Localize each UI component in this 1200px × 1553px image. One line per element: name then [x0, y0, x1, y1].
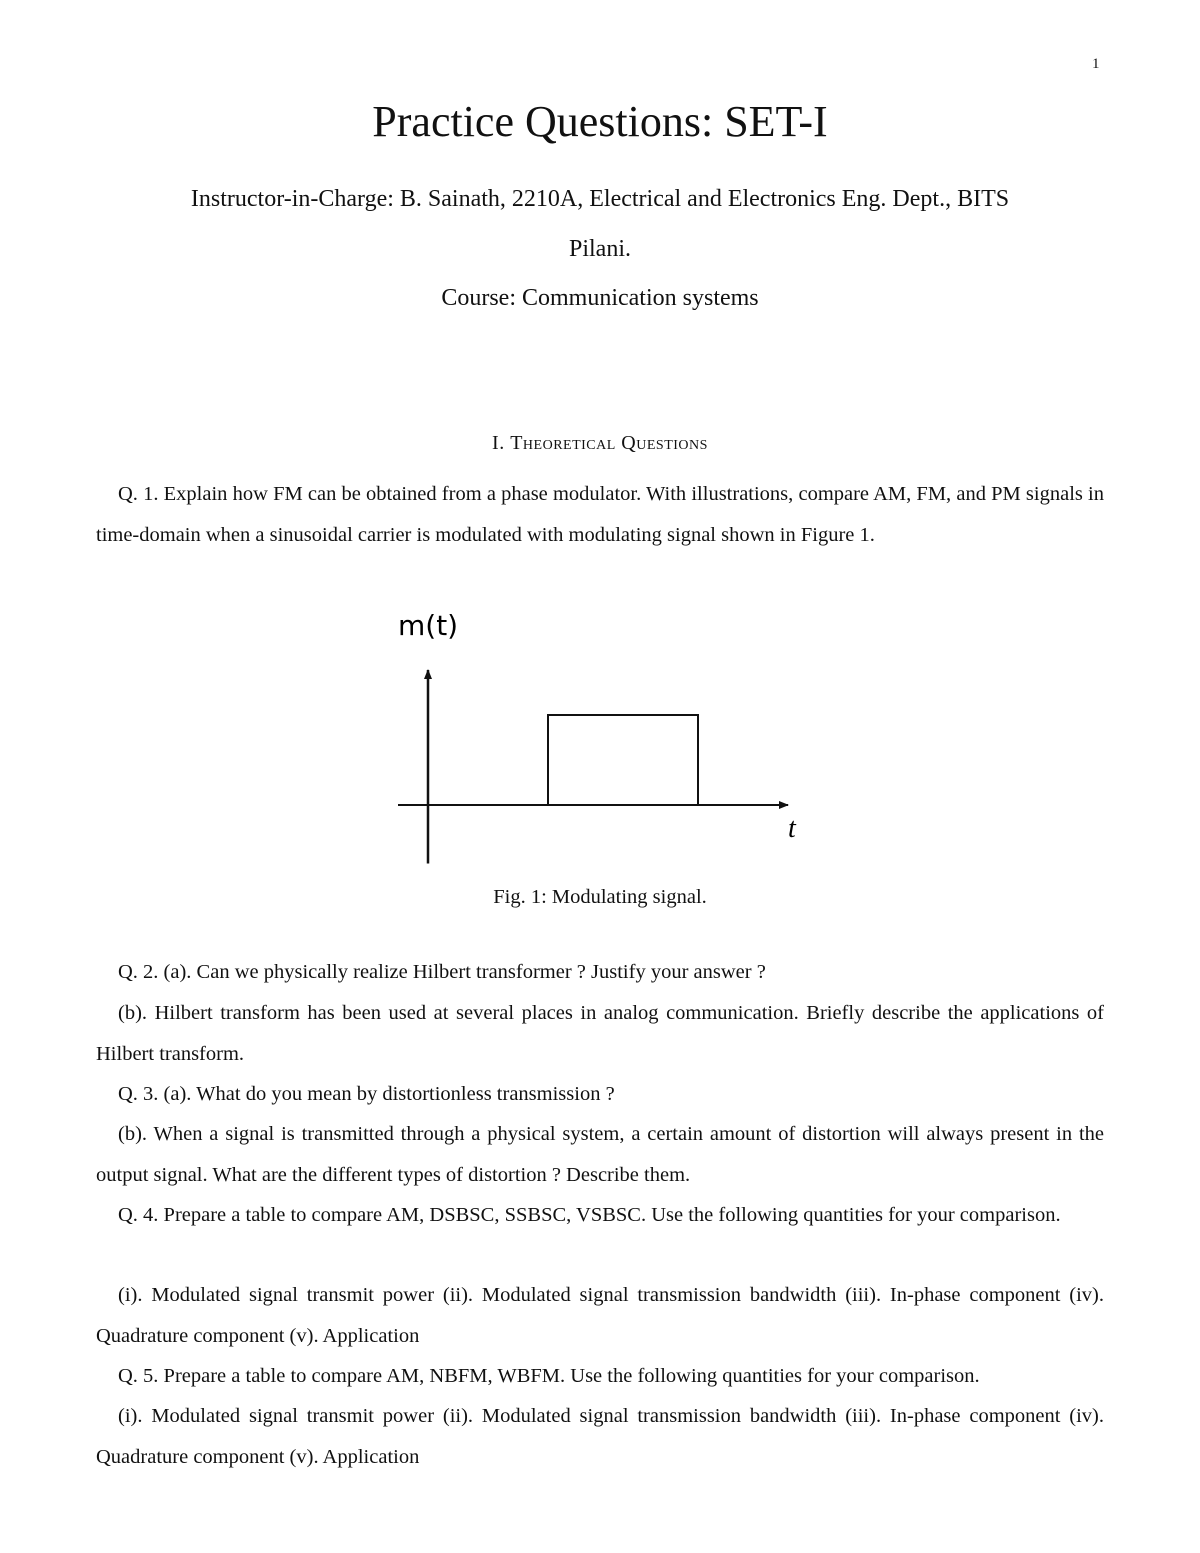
- y-axis-label: m(t): [398, 609, 459, 642]
- section-title: Theoretical Questions: [510, 432, 708, 454]
- page-number: 1: [1092, 56, 1100, 72]
- question-5-items: (i). Modulated signal transmit power (ii). Modulated signal transmission bandwidth (iii). In-phase component (iv). Quadrature component (v). Application: [96, 1405, 1104, 1468]
- modulating-signal-figure: [380, 605, 820, 875]
- section-number: I.: [492, 432, 505, 454]
- instructor-line-1: Instructor-in-Charge: B. Sainath, 2210A, Electrical and Electronics Eng. Dept., BITS: [190, 186, 1010, 212]
- question-3a: Q. 3. (a). What do you mean by distortionless transmission ?: [118, 1083, 615, 1105]
- question-4-items: (i). Modulated signal transmit power (ii). Modulated signal transmission bandwidth (iii). In-phase component (iv). Quadrature component (v). Application: [96, 1284, 1104, 1347]
- question-4: Q. 4. Prepare a table to compare AM, DSBSC, SSBSC, VSBSC. Use the following quantities for your comparison.: [118, 1204, 1061, 1226]
- question-1: Q. 1. Explain how FM can be obtained from a phase modulator. With illustrations, compare AM, FM, and PM signals in time-domain when a sinusoidal carrier is modulated with modulating signal shown in Figure 1.: [96, 483, 1104, 546]
- signal-line: [428, 715, 778, 805]
- figure-caption: Fig. 1: Modulating signal.: [493, 886, 707, 908]
- instructor-line-2: Pilani.: [568, 236, 631, 262]
- question-3b: (b). When a signal is transmitted through a physical system, a certain amount of distortion will always present in the output signal. What are the different types of distortion ? Describe them.: [96, 1123, 1104, 1186]
- page-title: Practice Questions: SET-I: [372, 97, 828, 146]
- question-2a: Q. 2. (a). Can we physically realize Hilbert transformer ? Justify your answer ?: [118, 961, 766, 983]
- section-heading: [0, 432, 1200, 455]
- x-axis-label: t: [788, 813, 796, 844]
- question-2b: (b). Hilbert transform has been used at several places in analog communication. Briefly describe the applications of Hilbert transform.: [96, 1002, 1104, 1065]
- course-line: Course: Communication systems: [441, 285, 759, 311]
- question-5: Q. 5. Prepare a table to compare AM, NBFM, WBFM. Use the following quantities for your comparison.: [118, 1365, 980, 1387]
